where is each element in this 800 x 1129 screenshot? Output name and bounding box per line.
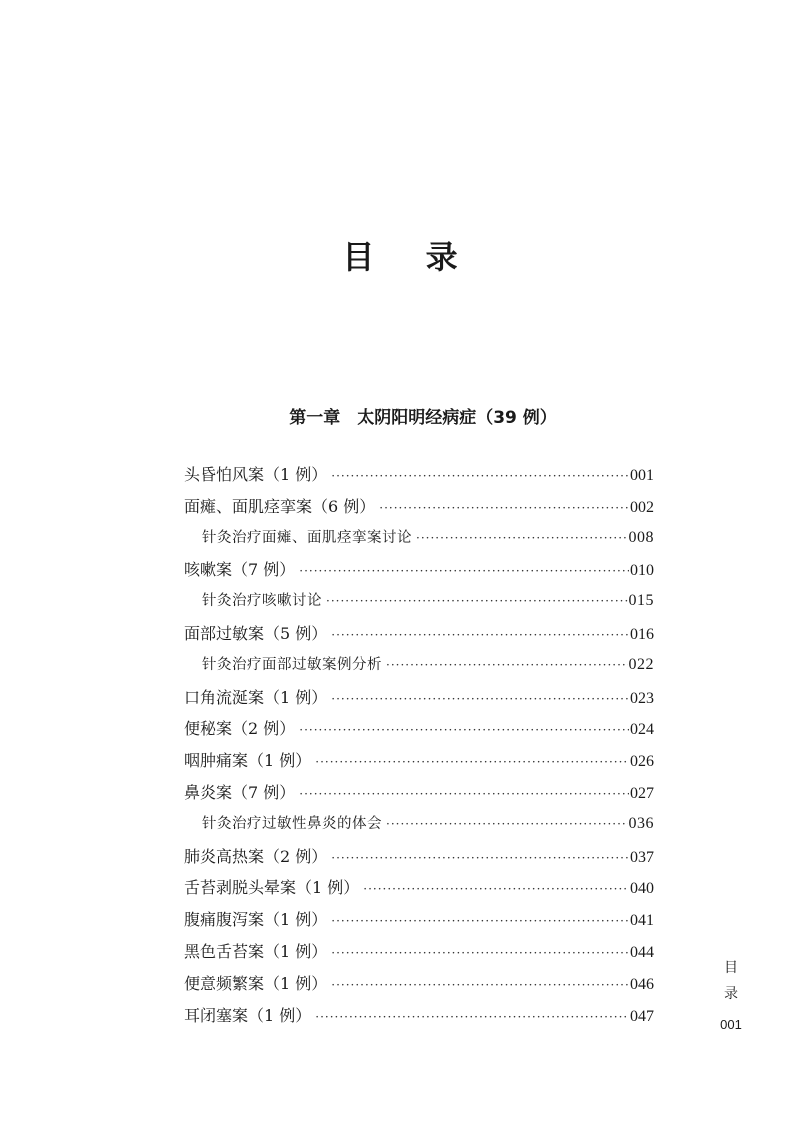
toc-entry[interactable] [184,780,654,812]
page-title: 目 录 [342,238,478,277]
toc-page-number: 041 [630,912,654,930]
dot-leader [386,817,628,831]
dot-leader [331,469,629,483]
toc-entry-title: 口角流涎案（1 例） [184,687,328,707]
toc-page-number: 027 [630,784,654,802]
toc-entry-title: 便秘案（2 例） [184,719,296,739]
dot-leader [299,787,629,801]
dot-leader [315,755,629,769]
toc-entry[interactable] [184,939,654,971]
toc-entry[interactable] [184,685,654,717]
toc-entry-title: 咳嗽案（7 例） [184,560,296,580]
toc-entry[interactable] [184,844,654,876]
toc-entry-title: 咽肿痛案（1 例） [184,751,312,771]
toc-subentry[interactable] [184,812,654,844]
toc-entry[interactable] [184,971,654,1003]
chapter-heading: 第一章 太阴阳明经病症（39 例） [289,408,557,428]
side-tab-char-2: 录 [724,986,738,1002]
toc-entry-title: 舌苔剥脱头晕案（1 例） [184,878,360,898]
toc-page-number: 040 [630,880,654,898]
toc-entry-title: 针灸治疗面部过敏案例分析 [202,656,382,673]
toc-page-number: 044 [630,943,654,961]
toc-entry-title: 腹痛腹泻案（1 例） [184,910,328,930]
side-tab-char-1: 目 [724,960,738,976]
toc-entry-title: 针灸治疗面瘫、面肌痉挛案讨论 [202,529,412,546]
toc-subentry[interactable] [184,589,654,621]
toc-page-number: 026 [630,753,654,771]
toc-page-number: 023 [630,689,654,707]
toc-entry-title: 便意频繁案（1 例） [184,973,328,993]
toc-page-number: 001 [630,467,654,484]
page-number: 001 [720,1017,742,1032]
toc-entry-title: 针灸治疗过敏性鼻炎的体会 [202,815,382,832]
table-of-contents [184,462,654,1034]
dot-leader [331,978,629,992]
toc-page-number: 015 [628,592,654,610]
toc-entry-title: 肺炎高热案（2 例） [184,846,328,866]
toc-page-number: 022 [628,655,654,673]
toc-subentry[interactable] [184,653,654,685]
toc-page-number: 047 [630,1007,654,1025]
toc-entry[interactable] [184,462,654,494]
toc-entry-title: 头昏怕风案（1 例） [184,465,328,484]
toc-entry-title: 鼻炎案（7 例） [184,782,296,802]
dot-leader [331,946,629,960]
toc-entry[interactable] [184,875,654,907]
toc-entry-title: 针灸治疗咳嗽讨论 [202,593,322,610]
toc-entry[interactable] [184,557,654,589]
dot-leader [386,658,628,672]
dot-leader [416,531,628,545]
toc-page-number: 037 [630,848,654,866]
dot-leader [379,501,629,515]
toc-entry[interactable] [184,494,654,526]
toc-entry[interactable] [184,907,654,939]
dot-leader [331,851,629,865]
dot-leader [299,723,629,737]
side-tab [718,955,744,1035]
toc-entry-title: 黑色舌苔案（1 例） [184,941,328,961]
dot-leader [363,882,629,896]
dot-leader [326,594,628,608]
toc-subentry[interactable] [184,526,654,558]
dot-leader [331,628,629,642]
toc-entry[interactable] [184,621,654,653]
toc-page-number: 008 [628,528,654,546]
toc-entry-title: 面瘫、面肌痉挛案（6 例） [184,496,376,516]
toc-entry[interactable] [184,1003,654,1035]
toc-entry-title: 面部过敏案（5 例） [184,623,328,643]
toc-page-number: 046 [630,975,654,993]
toc-entry[interactable] [184,716,654,748]
toc-page-number: 024 [630,721,654,739]
dot-leader [315,1010,629,1024]
toc-entry[interactable] [184,748,654,780]
dot-leader [331,692,629,706]
dot-leader [331,914,629,928]
toc-entry-title: 耳闭塞案（1 例） [184,1005,312,1025]
toc-page-number: 016 [630,625,654,643]
toc-page-number: 036 [628,814,654,832]
toc-page-number: 002 [630,498,654,516]
toc-page-number: 010 [630,562,654,580]
dot-leader [299,564,629,578]
